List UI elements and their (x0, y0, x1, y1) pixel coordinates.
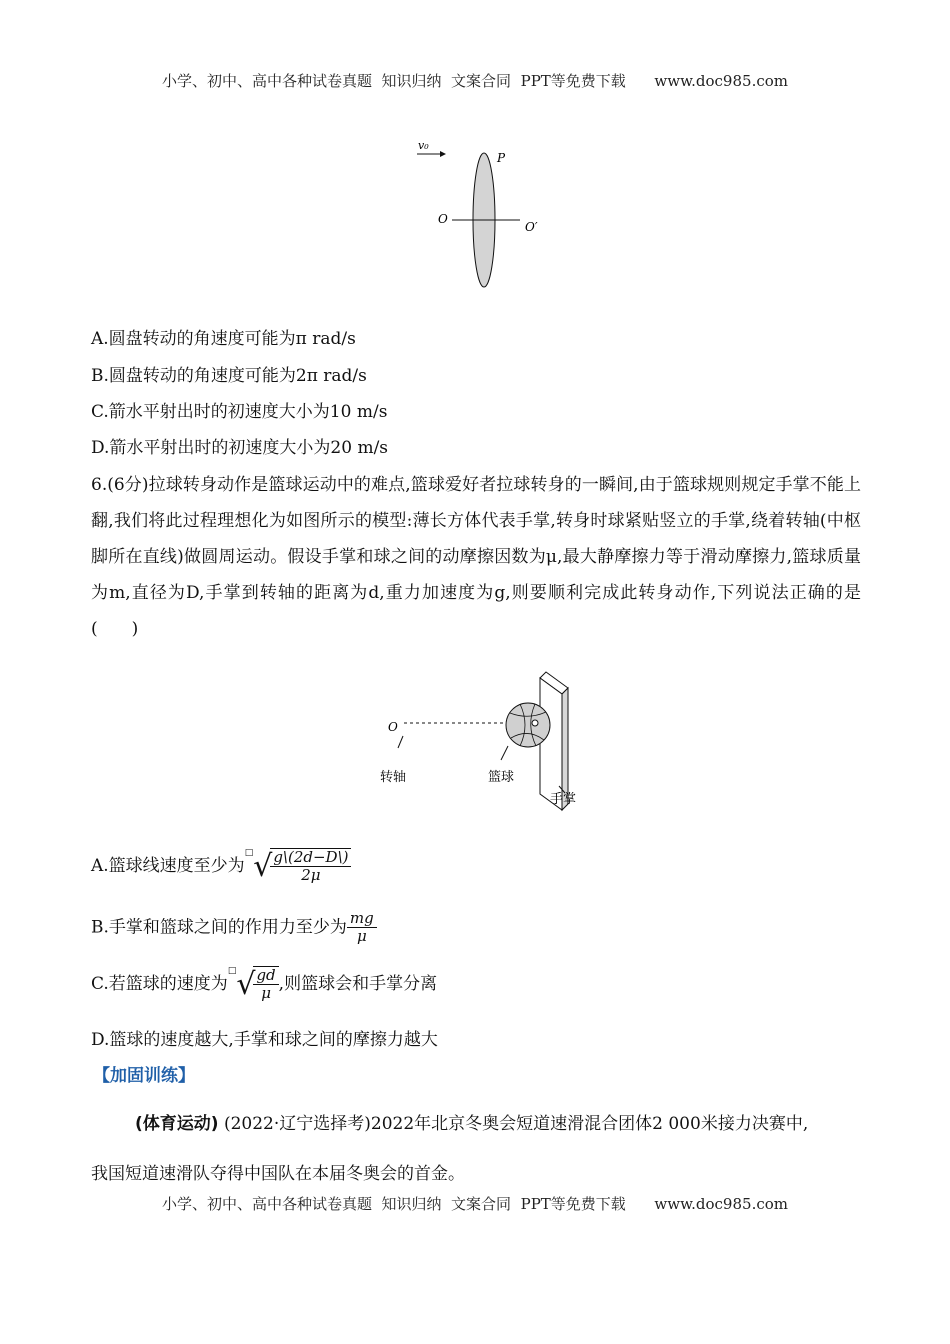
extra-line-1: (体育运动) (2022·辽宁选择考)2022年北京冬奥会短道速滑混合团体2 000米接力决赛中, (135, 1114, 809, 1134)
ball-pointer (501, 746, 508, 760)
disc-figure (400, 135, 570, 295)
page-footer: 小学、初中、高中各种试卷真题 知识归纳 文案合同 PPT等免费下载 www.doc985.com (161, 1195, 788, 1213)
o-label: O (388, 720, 398, 734)
axis-label: 转轴 (380, 770, 407, 785)
o-prime-label: O′ (525, 220, 538, 234)
a-numerator: g\(2d−D\) (270, 849, 351, 867)
palm-board (540, 672, 568, 810)
q6-option-c: C.若篮球的速度为□√ $\frac{gd}{\mu}$ ,则篮球会和手掌分离 (91, 966, 438, 1003)
q5-option-a: A.圆盘转动的角速度可能为π rad/s (91, 329, 356, 349)
extra-line-2: 我国短道速滑队夺得中国队在本届冬奥会的首金。 (91, 1164, 465, 1184)
b-numerator: mg (347, 910, 377, 928)
b-denominator: μ (356, 927, 367, 946)
c-denominator: μ (261, 984, 271, 1003)
q6-stem: 6.(6分)拉球转身动作是篮球运动中的难点,篮球爱好者拉球转身的一瞬间,由于篮球规则规定手掌不能上翻,我们将此过程理想化为如图所示的模型:薄长方体代表手掌,转身时球紧贴竖立的手掌,绕着转轴(中枢脚所在直线)做圆周运动。假设手掌和球之间的动摩擦因数为μ,最大静摩擦力等于滑动摩擦力,篮球质量为m,直径为D,手掌到转轴的距离为d,重力加速度为g,则要顺利完成此转身动作,下列说法正确的是( ) (91, 475, 861, 639)
page-header: 小学、初中、高中各种试卷真题 知识归纳 文案合同 PPT等免费下载 www.doc985.com (161, 72, 788, 90)
palm-label: 手掌 (550, 792, 577, 807)
basketball-figure (370, 668, 590, 813)
q5-option-c: C.箭水平射出时的初速度大小为10 m/s (91, 402, 388, 422)
basketball (506, 703, 550, 747)
o-label: O (438, 212, 448, 226)
p-label: P (497, 151, 506, 165)
q6-option-d: D.篮球的速度越大,手掌和球之间的摩擦力越大 (91, 1030, 438, 1050)
a-denominator: 2μ (301, 866, 321, 885)
q6-option-a: A.篮球线速度至少为□√ $\frac{g\backslash(2d-D\backslash)}{2\mu}$ (91, 848, 351, 885)
q5-option-d: D.箭水平射出时的初速度大小为20 m/s (91, 438, 389, 458)
c-numerator: gd (253, 967, 278, 985)
q5-option-b: B.圆盘转动的角速度可能为2π rad/s (91, 366, 367, 386)
axis-pointer (398, 736, 403, 748)
ball-label: 篮球 (488, 770, 515, 785)
v0-label: v₀ (418, 139, 429, 152)
q6-option-b: B.手掌和篮球之间的作用力至少为 $\frac{mg}{\mu}$ (91, 910, 377, 946)
section-label: 【加固训练】 (93, 1066, 195, 1086)
